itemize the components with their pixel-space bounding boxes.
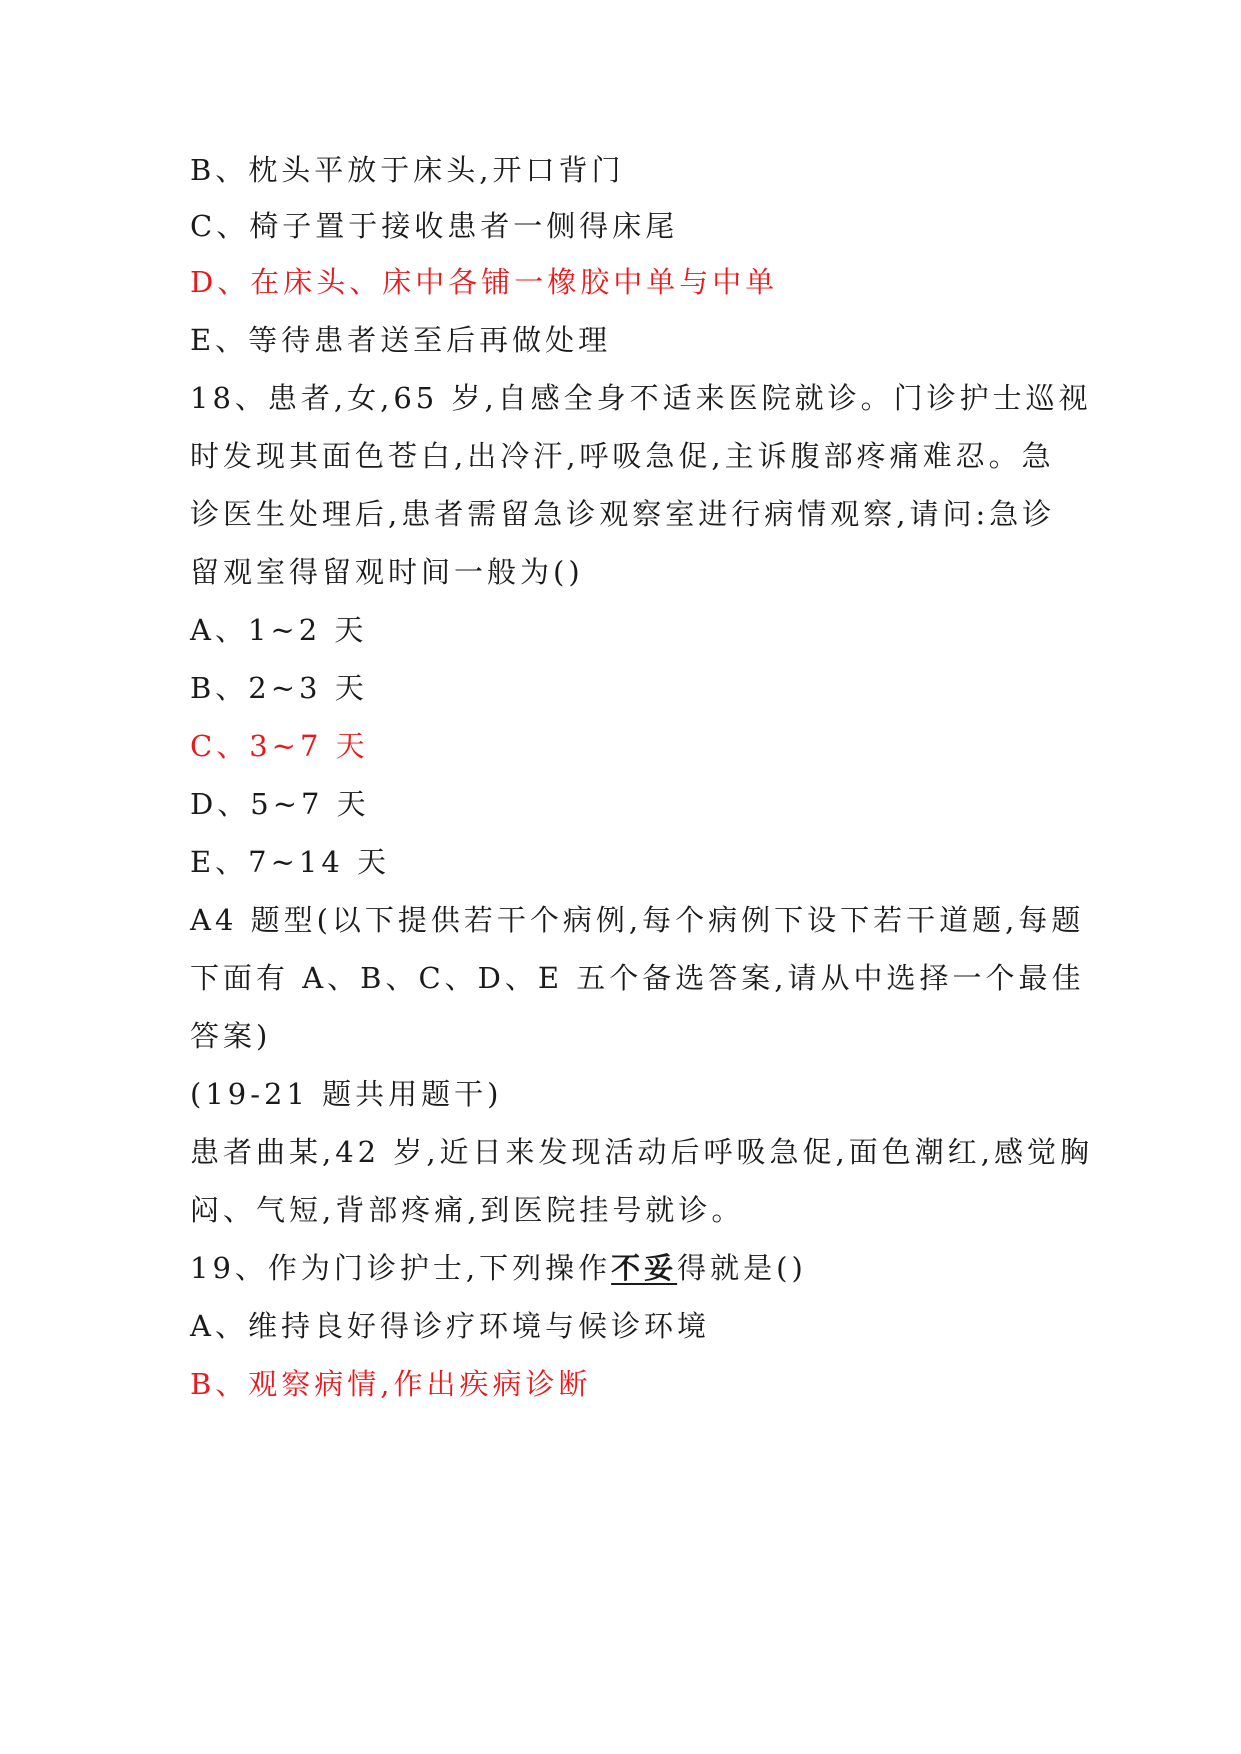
option-c-text: C、椅子置于接收患者一侧得床尾	[190, 209, 679, 243]
question-19-prefix: 19、作为门诊护士,下列操作	[190, 1251, 612, 1285]
question-18-line-2: 时发现其面色苍白,出冷汗,呼吸急促,主诉腹部疼痛难忍。急	[190, 439, 1055, 473]
question-19	[190, 1248, 1070, 1288]
section-a4-line-1: A4 题型(以下提供若干个病例,每个病例下设下若干道题,每题	[190, 903, 1085, 937]
shared-stem-heading: (19-21 题共用题干)	[190, 1077, 503, 1111]
question-18-line-3: 诊医生处理后,患者需留急诊观察室进行病情观察,请问:急诊	[190, 497, 1056, 531]
option-e-text: E、等待患者送至后再做处理	[190, 323, 612, 357]
q18-option-c-answer: C、3~7 天	[190, 729, 369, 763]
q19-option-a: A、维持良好得诊疗环境与候诊环境	[190, 1309, 710, 1343]
option-b-text: B、枕头平放于床头,开口背门	[190, 153, 625, 187]
q18-option-e: E、7~14 天	[190, 845, 391, 879]
q19-option-b-answer: B、观察病情,作出疾病诊断	[190, 1367, 592, 1401]
section-a4-line-2: 下面有 A、B、C、D、E 五个备选答案,请从中选择一个最佳	[190, 961, 1085, 995]
q18-option-d: D、5~7 天	[190, 787, 370, 821]
section-a4-line-3: 答案)	[190, 1019, 272, 1053]
case-stem-line-1: 患者曲某,42 岁,近日来发现活动后呼吸急促,面色潮红,感觉胸	[190, 1135, 1093, 1169]
case-stem-line-2: 闷、气短,背部疼痛,到医院挂号就诊。	[190, 1193, 745, 1227]
question-19-suffix: 得就是()	[677, 1251, 807, 1285]
question-18-line-1: 18、患者,女,65 岁,自感全身不适来医院就诊。门诊护士巡视	[190, 381, 1092, 415]
option-d-answer: D、在床头、床中各铺一橡胶中单与中单	[190, 265, 779, 299]
question-18-line-4: 留观室得留观时间一般为()	[190, 555, 584, 589]
q18-option-a: A、1~2 天	[190, 613, 368, 647]
question-19-emphasis: 不妥	[611, 1251, 678, 1285]
q18-option-b: B、2~3 天	[190, 671, 368, 705]
